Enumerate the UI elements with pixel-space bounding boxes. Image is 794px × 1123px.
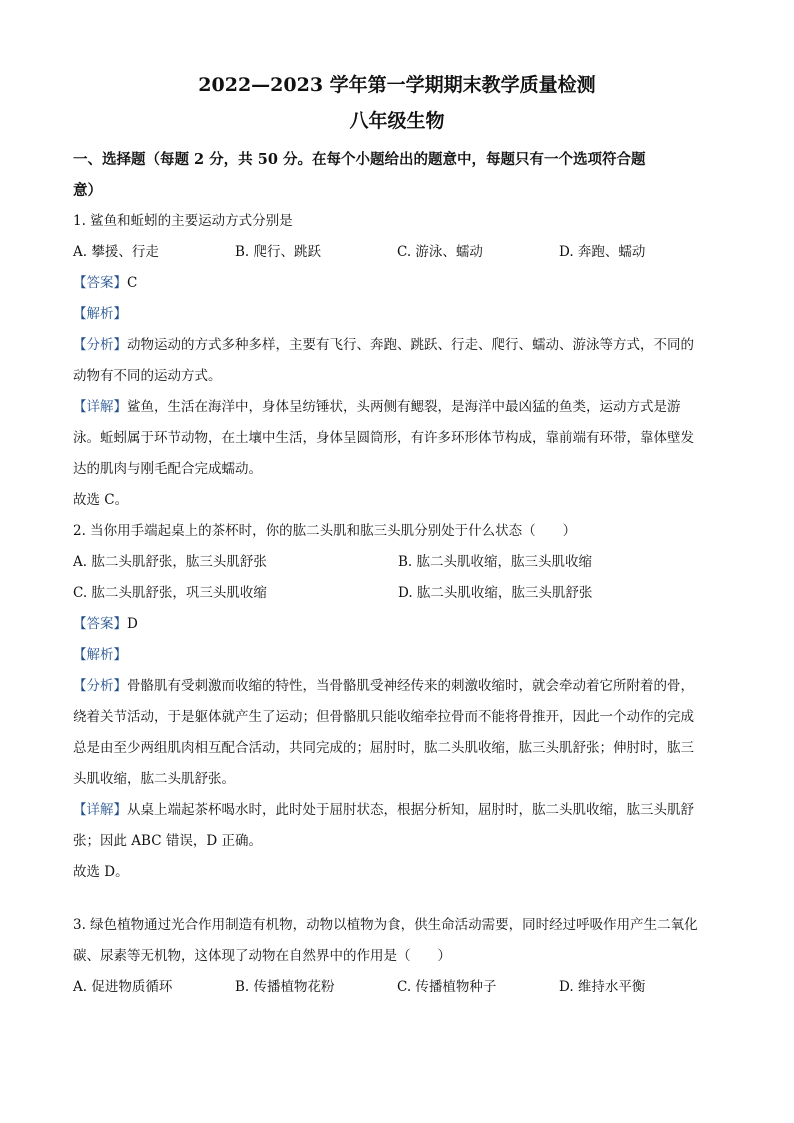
option-d: D. 维持水平衡 — [559, 979, 646, 995]
xiangjie-text: 从桌上端起茶杯喝水时，此时处于屈肘状态，根据分析知，屈肘时，肱二头肌收缩，肱三头肌舒 — [127, 802, 694, 818]
answer-value: D — [127, 616, 138, 632]
option-a: A. 攀援、行走 — [73, 244, 159, 260]
question-stem-cont: 碳、尿素等无机物，这体现了动物在自然界中的作用是（ ） — [73, 948, 451, 964]
option-c: C. 肱二头肌舒张，巩三头肌收缩 — [73, 585, 267, 601]
analysis-tag-line — [73, 299, 721, 330]
option-b: B. 肱二头肌收缩，肱三头肌收缩 — [398, 554, 593, 570]
answer-value: C — [127, 275, 138, 291]
fenxi-tag: 【分析】 — [73, 678, 127, 694]
option-b: B. 爬行、跳跃 — [235, 244, 322, 260]
spacer — [73, 888, 721, 910]
option-a: A. 促进物质循环 — [73, 979, 173, 995]
question-stem: 3. 绿色植物通过光合作用制造有机物，动物以植物为食，供生命活动需要，同时经过呼吸作用产生二氧化 — [73, 917, 698, 933]
fenxi-text: 总是由至少两组肌肉相互配合活动，共同完成的；屈肘时，肱二头肌收缩，肱三头肌舒张；伸肘时，肱三 — [73, 740, 694, 756]
xiangjie-text: 鲨鱼，生活在海洋中，身体呈纺锤状，头两侧有鳃裂，是海洋中最凶猛的鱼类，运动方式是游 — [127, 399, 681, 415]
option-d: D. 肱二头肌收缩，肱三头肌舒张 — [398, 585, 593, 601]
answer-tag: 【答案】 — [73, 275, 127, 291]
xiangjie-text: 泳。蚯蚓属于环节动物，在土壤中生活，身体呈圆筒形，有许多环形体节构成，靠前端有环带，靠体壁发 — [73, 430, 694, 446]
fenxi-text: 动物有不同的运动方式。 — [73, 368, 222, 384]
option-c: C. 传播植物种子 — [397, 979, 497, 995]
question-3 — [73, 910, 721, 1003]
question-2 — [73, 516, 721, 888]
xiangjie-line — [73, 392, 721, 423]
option-a: A. 肱二头肌舒张，肱三头肌舒张 — [73, 554, 267, 570]
option-list — [73, 237, 721, 268]
fenxi-tag: 【分析】 — [73, 337, 127, 353]
conclusion: 故选 D。 — [73, 864, 129, 880]
analysis-tag-line — [73, 640, 721, 671]
fenxi-text: 头肌收缩，肱二头肌舒张。 — [73, 771, 235, 787]
fenxi-text: 绕着关节活动，于是躯体就产生了运动；但骨骼肌只能收缩牵拉骨而不能将骨推开，因此一个动作的完成 — [73, 709, 694, 725]
option-list — [73, 547, 721, 578]
option-list — [73, 578, 721, 609]
fenxi-text: 动物运动的方式多种多样，主要有飞行、奔跑、跳跃、行走、爬行、蠕动、游泳等方式，不同的 — [127, 337, 694, 353]
page-subtitle: 八年级生物 — [349, 110, 445, 132]
xiangjie-tag: 【详解】 — [73, 802, 127, 818]
page-title: 2022—2023 学年第一学期期末教学质量检测 — [198, 74, 596, 96]
answer-line — [73, 609, 721, 640]
question-1 — [73, 206, 721, 516]
xiangjie-text: 达的肌肉与刚毛配合完成蠕动。 — [73, 461, 262, 477]
option-c: C. 游泳、蠕动 — [397, 244, 483, 260]
analysis-tag: 【解析】 — [73, 647, 127, 663]
section-heading: 一、选择题（每题 2 分，共 50 分。在每个小题给出的题意中，每题只有一个选项符合题 — [73, 151, 646, 168]
section-heading-cont: 意） — [73, 182, 102, 199]
question-stem: 2. 当你用手端起桌上的茶杯时，你的肱二头肌和肱三头肌分别处于什么状态（ ） — [73, 523, 577, 539]
fenxi-text: 骨骼肌有受刺激而收缩的特性，当骨骼肌受神经传来的刺激收缩时，就会牵动着它所附着的骨， — [127, 678, 694, 694]
conclusion: 故选 C。 — [73, 492, 129, 508]
analysis-tag: 【解析】 — [73, 306, 127, 322]
fenxi-line — [73, 671, 721, 702]
option-d: D. 奔跑、蠕动 — [559, 244, 646, 260]
option-list — [73, 972, 721, 1003]
answer-line — [73, 268, 721, 299]
question-stem: 1. 鲨鱼和蚯蚓的主要运动方式分别是 — [73, 213, 293, 229]
xiangjie-text: 张；因此 ABC 错误，D 正确。 — [73, 833, 262, 849]
option-b: B. 传播植物花粉 — [235, 979, 335, 995]
answer-tag: 【答案】 — [73, 616, 127, 632]
fenxi-line — [73, 330, 721, 361]
xiangjie-tag: 【详解】 — [73, 399, 127, 415]
xiangjie-line — [73, 795, 721, 826]
